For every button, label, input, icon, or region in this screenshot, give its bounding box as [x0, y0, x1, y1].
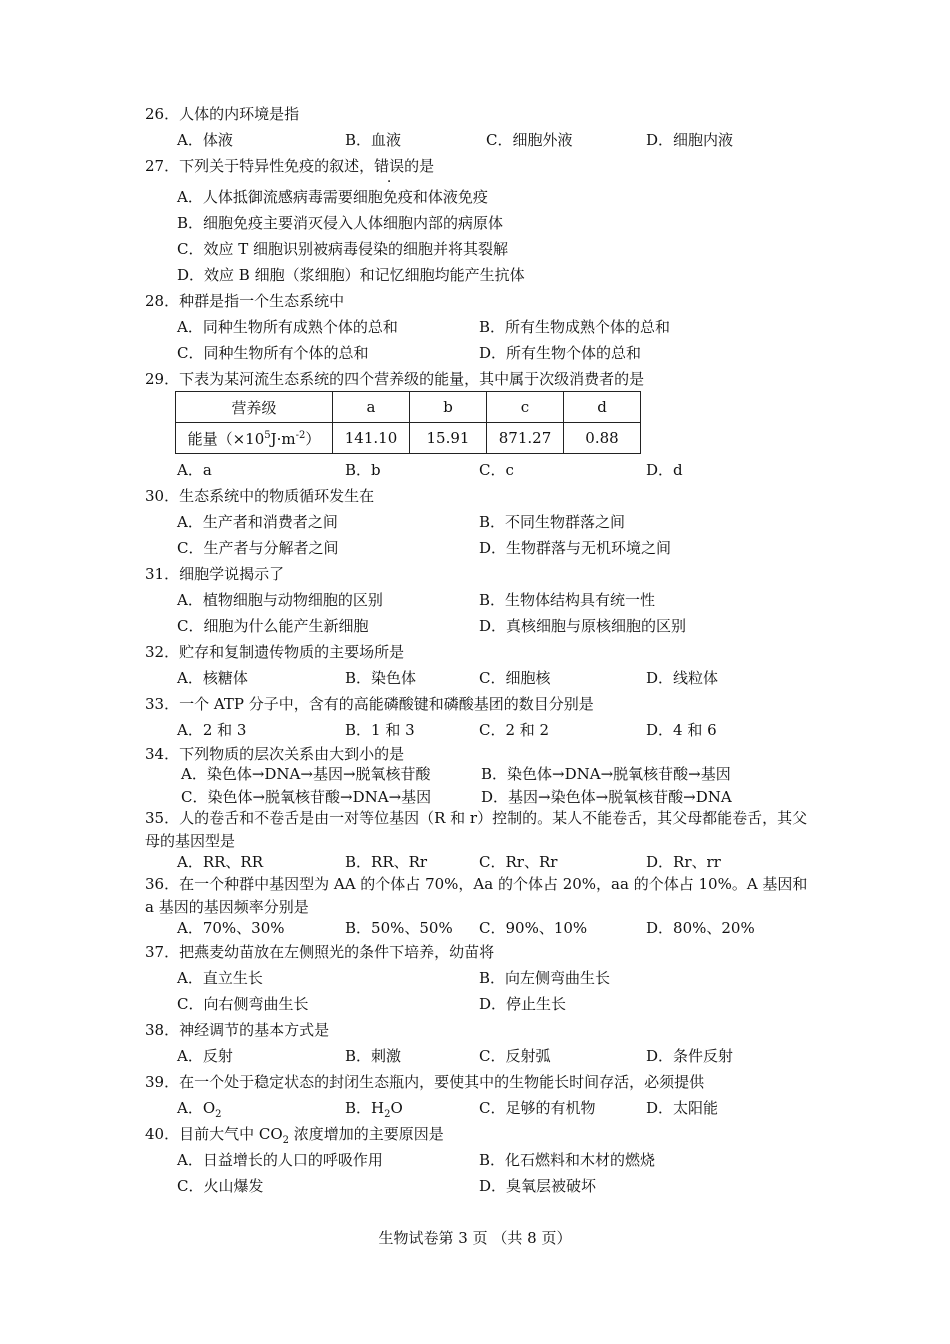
table-cell: 141.10	[333, 423, 410, 454]
option: B．染色体	[345, 669, 417, 687]
table-header-cell: c	[487, 392, 564, 423]
question-33: 33．一个 ATP 分子中，含有的高能磷酸键和磷酸基团的数目分别是	[145, 695, 594, 713]
option: B．细胞免疫主要消灭侵入人体细胞内部的病原体	[177, 214, 504, 232]
option: B．血液	[345, 131, 402, 149]
option: C．细胞为什么能产生新细胞	[177, 617, 369, 635]
table-row-label: 能量$(\times 10^5J\cdot m^{-2})$	[176, 423, 333, 454]
option: C．火山爆发	[177, 1177, 264, 1195]
option: A．体液	[177, 131, 233, 149]
option: B．化石燃料和木材的燃烧	[479, 1151, 656, 1169]
question-36: 36．在一个种群中基因型为 AA 的个体占 70%，Aa 的个体占 20%，aa 的个体占 10%。A 基因和 a 基因的基因频率分别是	[145, 875, 808, 916]
question-39: 39．在一个处于稳定状态的封闭生态瓶内，要使其中的生物能长时间存活，必须提供	[145, 1073, 705, 1091]
table-cell: 15.91	[410, 423, 487, 454]
energy-table	[175, 391, 641, 454]
option: C．生产者与分解者之间	[177, 539, 339, 557]
option: A．核糖体	[177, 669, 248, 687]
table-header-cell: 营养级	[176, 392, 333, 423]
option: C．c	[479, 461, 514, 479]
question-29: 29．下表为某河流生态系统的四个营养级的能量，其中属于次级消费者的是	[145, 370, 645, 388]
option: A．$O_2$	[177, 1099, 222, 1120]
question-28: 28．种群是指一个生态系统中	[145, 292, 345, 310]
option: A．生产者和消费者之间	[177, 513, 338, 531]
option: C．效应 T 细胞识别被病毒侵染的细胞并将其裂解	[177, 240, 509, 258]
table-header-row	[176, 392, 641, 423]
question-31: 31．细胞学说揭示了	[145, 565, 285, 583]
option: C．同种生物所有个体的总和	[177, 344, 369, 362]
option: A．2 和 3	[177, 721, 247, 739]
table-header-cell: d	[564, 392, 641, 423]
option: C．足够的有机物	[479, 1099, 596, 1117]
option: A．染色体→DNA→基因→脱氧核苷酸	[181, 765, 431, 783]
question-35: 35．人的卷舌和不卷舌是由一对等位基因（R 和 r）控制的。某人不能卷舌，其父母都能卷舌，其父母的基因型是	[145, 809, 808, 850]
option: A．a	[177, 461, 212, 479]
option: D．Rr、rr	[646, 853, 721, 871]
option: B．RR、Rr	[345, 853, 428, 871]
question-30: 30．生态系统中的物质循环发生在	[145, 487, 375, 505]
option: A．同种生物所有成熟个体的总和	[177, 318, 398, 336]
option: D．真核细胞与原核细胞的区别	[479, 617, 687, 635]
option: D．线粒体	[646, 669, 719, 687]
option: B．$H_2O$	[345, 1099, 403, 1120]
option: B．刺激	[345, 1047, 402, 1065]
option: B．所有生物成熟个体的总和	[479, 318, 671, 336]
option: B．1 和 3	[345, 721, 415, 739]
option: D．停止生长	[479, 995, 567, 1013]
option: D．所有生物个体的总和	[479, 344, 642, 362]
question-32: 32．贮存和复制遗传物质的主要场所是	[145, 643, 405, 661]
option: D．条件反射	[646, 1047, 734, 1065]
option: A．反射	[177, 1047, 233, 1065]
table-cell: 871.27	[487, 423, 564, 454]
table-cell: 0.88	[564, 423, 641, 454]
question-40: 40．目前大气中 $CO_2$ 浓度增加的主要原因是	[145, 1125, 444, 1146]
option: D．臭氧层被破坏	[479, 1177, 597, 1195]
option: C．染色体→脱氧核苷酸→DNA→基因	[181, 788, 432, 806]
option: D．太阳能	[646, 1099, 719, 1117]
option: D．4 和 6	[646, 721, 717, 739]
emphasis-text: 错误	[374, 157, 405, 175]
option: D．效应 B 细胞（浆细胞）和记忆细胞均能产生抗体	[177, 266, 525, 284]
option: C．细胞外液	[486, 131, 573, 149]
option: D．80%、20%	[646, 919, 755, 937]
option: C．90%、10%	[479, 919, 588, 937]
option: A．70%、30%	[177, 919, 285, 937]
question-34: 34．下列物质的层次关系由大到小的是	[145, 745, 405, 763]
option: A．人体抵御流感病毒需要细胞免疫和体液免疫	[177, 188, 488, 206]
question-27: 27．下列关于特异性免疫的叙述，错误的是	[145, 157, 435, 175]
option: B．50%、50%	[345, 919, 453, 937]
table-header-cell: b	[410, 392, 487, 423]
option: D．d	[646, 461, 683, 479]
option: D．基因→染色体→脱氧核苷酸→DNA	[481, 788, 732, 806]
option: B．生物体结构具有统一性	[479, 591, 656, 609]
option: D．生物群落与无机环境之间	[479, 539, 672, 557]
table-header-cell: a	[333, 392, 410, 423]
option: B．b	[345, 461, 381, 479]
option: B．向左侧弯曲生长	[479, 969, 611, 987]
option: A．直立生长	[177, 969, 263, 987]
question-38: 38．神经调节的基本方式是	[145, 1021, 330, 1039]
option: C．Rr、Rr	[479, 853, 558, 871]
option: D．细胞内液	[646, 131, 734, 149]
option: A．日益增长的人口的呼吸作用	[177, 1151, 383, 1169]
option: C．反射弧	[479, 1047, 551, 1065]
option: B．染色体→DNA→脱氧核苷酸→基因	[481, 765, 731, 783]
option: A．植物细胞与动物细胞的区别	[177, 591, 383, 609]
option: C．向右侧弯曲生长	[177, 995, 309, 1013]
page-footer: 生物试卷第 3 页 （共 8 页）	[378, 1229, 572, 1247]
option: B．不同生物群落之间	[479, 513, 626, 531]
question-26: 26．人体的内环境是指	[145, 105, 300, 123]
option: C．细胞核	[479, 669, 551, 687]
table-row	[176, 423, 641, 454]
question-37: 37．把燕麦幼苗放在左侧照光的条件下培养，幼苗将	[145, 943, 495, 961]
option: C．2 和 2	[479, 721, 550, 739]
option: A．RR、RR	[177, 853, 264, 871]
